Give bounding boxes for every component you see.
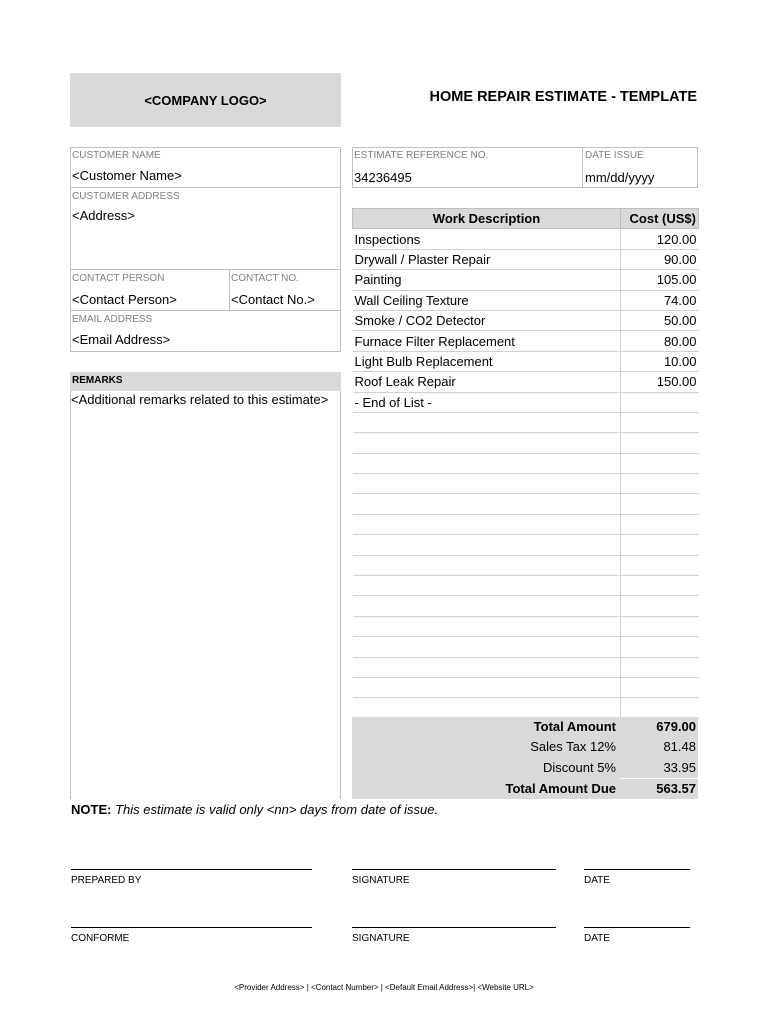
- contact-person-field[interactable]: [70, 270, 229, 310]
- total-due-value: 563.57: [656, 781, 696, 796]
- email-field[interactable]: [70, 311, 341, 352]
- customer-address-value: <Address>: [72, 208, 135, 223]
- item-description[interactable]: Smoke / CO2 Detector: [353, 310, 621, 330]
- item-cost[interactable]: [621, 494, 699, 514]
- sales-tax-value: 81.48: [663, 739, 696, 754]
- item-cost[interactable]: [621, 616, 699, 636]
- date-label-1: DATE: [584, 875, 610, 886]
- table-row: [353, 372, 699, 392]
- table-row: [353, 351, 699, 371]
- item-description[interactable]: Inspections: [353, 229, 621, 249]
- table-row: [353, 555, 699, 575]
- item-description[interactable]: [353, 474, 621, 494]
- item-cost[interactable]: 50.00: [621, 310, 699, 330]
- table-row: [353, 514, 699, 534]
- discount-row: [352, 758, 698, 778]
- item-cost[interactable]: [621, 637, 699, 657]
- signature-label-1: SIGNATURE: [352, 875, 410, 886]
- remarks-header: REMARKS: [70, 372, 341, 391]
- item-cost[interactable]: [621, 433, 699, 453]
- item-cost[interactable]: 105.00: [621, 270, 699, 290]
- item-description[interactable]: [353, 433, 621, 453]
- table-row: [353, 310, 699, 330]
- contact-no-field[interactable]: [229, 270, 341, 310]
- item-description[interactable]: Furnace Filter Replacement: [353, 331, 621, 351]
- item-cost[interactable]: [621, 453, 699, 473]
- customer-address-field[interactable]: [70, 188, 341, 269]
- table-row: [353, 596, 699, 616]
- item-cost[interactable]: [621, 555, 699, 575]
- table-row: [353, 392, 699, 412]
- table-row: [353, 270, 699, 290]
- contact-no-value: <Contact No.>: [231, 292, 315, 307]
- item-description[interactable]: Roof Leak Repair: [353, 372, 621, 392]
- table-row: [353, 453, 699, 473]
- item-description[interactable]: Light Bulb Replacement: [353, 351, 621, 371]
- item-description[interactable]: Drywall / Plaster Repair: [353, 249, 621, 269]
- table-row: [353, 677, 699, 697]
- email-value: <Email Address>: [72, 332, 171, 347]
- table-row: [353, 637, 699, 657]
- item-cost[interactable]: 10.00: [621, 351, 699, 371]
- table-row: [353, 412, 699, 432]
- work-items-table: [352, 208, 699, 719]
- prepared-by-label: PREPARED BY: [71, 875, 142, 886]
- item-cost[interactable]: [621, 474, 699, 494]
- item-description[interactable]: - End of List -: [353, 392, 621, 412]
- item-description[interactable]: Wall Ceiling Texture: [353, 290, 621, 310]
- item-description[interactable]: [353, 514, 621, 534]
- item-cost[interactable]: [621, 392, 699, 412]
- footer-contact-line: <Provider Address> | <Contact Number> | <Default Email Address>| <Website URL>: [234, 983, 534, 992]
- table-row: [353, 433, 699, 453]
- customer-address-label: CUSTOMER ADDRESS: [72, 191, 180, 202]
- remarks-text[interactable]: <Additional remarks related to this estimate>: [71, 392, 329, 407]
- estimate-ref-value: 34236495: [354, 170, 412, 185]
- table-row: [353, 249, 699, 269]
- table-row: [353, 474, 699, 494]
- item-description[interactable]: [353, 596, 621, 616]
- date-issue-field[interactable]: [583, 147, 698, 188]
- table-row: [353, 698, 699, 718]
- sales-tax-row: [352, 737, 698, 757]
- customer-name-field[interactable]: [70, 147, 341, 187]
- company-logo-placeholder: <COMPANY LOGO>: [70, 73, 341, 127]
- item-cost[interactable]: 120.00: [621, 229, 699, 249]
- item-cost[interactable]: 80.00: [621, 331, 699, 351]
- table-row: [353, 494, 699, 514]
- table-header-row: [353, 209, 699, 229]
- item-description[interactable]: [353, 698, 621, 718]
- document-title: HOME REPAIR ESTIMATE - TEMPLATE: [429, 89, 697, 105]
- conforme-label: CONFORME: [71, 933, 130, 944]
- validity-note: [71, 802, 438, 817]
- note-prefix: NOTE:: [71, 802, 112, 817]
- item-cost[interactable]: [621, 596, 699, 616]
- table-row: [353, 576, 699, 596]
- discount-value: 33.95: [663, 760, 696, 775]
- table-row: [353, 616, 699, 636]
- date-label-2: DATE: [584, 933, 610, 944]
- item-cost[interactable]: [621, 657, 699, 677]
- contact-person-value: <Contact Person>: [72, 292, 177, 307]
- item-cost[interactable]: 150.00: [621, 372, 699, 392]
- item-cost[interactable]: [621, 514, 699, 534]
- totals-section: [352, 717, 698, 799]
- table-row: [353, 290, 699, 310]
- email-label: EMAIL ADDRESS: [72, 314, 153, 325]
- item-cost[interactable]: 90.00: [621, 249, 699, 269]
- item-description[interactable]: [353, 576, 621, 596]
- contact-no-label: CONTACT NO.: [231, 273, 299, 284]
- sales-tax-label: Sales Tax 12%: [530, 739, 616, 754]
- item-description[interactable]: [353, 412, 621, 432]
- item-description[interactable]: [353, 616, 621, 636]
- total-due-row: [352, 779, 698, 799]
- item-description[interactable]: [353, 535, 621, 555]
- cost-header: Cost (US$): [621, 209, 699, 229]
- item-description[interactable]: [353, 494, 621, 514]
- item-description[interactable]: [353, 453, 621, 473]
- contact-person-label: CONTACT PERSON: [72, 273, 165, 284]
- item-description[interactable]: [353, 657, 621, 677]
- table-row: [353, 535, 699, 555]
- item-cost[interactable]: [621, 412, 699, 432]
- item-cost[interactable]: [621, 535, 699, 555]
- signature-label-2: SIGNATURE: [352, 933, 410, 944]
- item-cost[interactable]: 74.00: [621, 290, 699, 310]
- note-text: This estimate is valid only <nn> days from date of issue.: [111, 802, 439, 817]
- table-row: [353, 331, 699, 351]
- work-description-header: Work Description: [353, 209, 621, 229]
- customer-name-label: CUSTOMER NAME: [72, 150, 161, 161]
- discount-label: Discount 5%: [543, 760, 616, 775]
- table-row: [353, 657, 699, 677]
- customer-name-value: <Customer Name>: [72, 168, 182, 183]
- table-row: [353, 229, 699, 249]
- item-description[interactable]: [353, 637, 621, 657]
- total-due-label: Total Amount Due: [505, 781, 616, 796]
- estimate-ref-field[interactable]: [352, 147, 582, 188]
- item-description[interactable]: Painting: [353, 270, 621, 290]
- item-description[interactable]: [353, 677, 621, 697]
- date-issue-value: mm/dd/yyyy: [585, 170, 655, 185]
- item-cost[interactable]: [621, 698, 699, 718]
- total-amount-row: [352, 717, 698, 737]
- item-cost[interactable]: [621, 576, 699, 596]
- item-description[interactable]: [353, 555, 621, 575]
- item-cost[interactable]: [621, 677, 699, 697]
- estimate-ref-label: ESTIMATE REFERENCE NO.: [354, 150, 489, 161]
- total-amount-value: 679.00: [656, 719, 696, 734]
- total-amount-label: Total Amount: [533, 719, 616, 734]
- date-issue-label: DATE ISSUE: [585, 150, 644, 161]
